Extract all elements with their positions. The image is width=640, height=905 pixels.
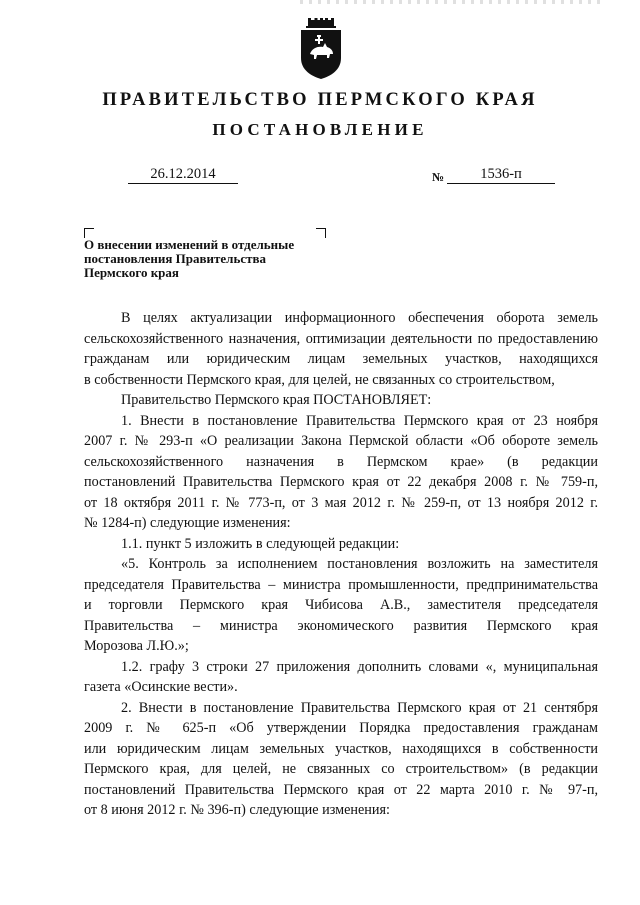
document-date: 26.12.2014 — [128, 166, 238, 184]
text-line: сельскохозяйственного назначения, оптимизации деятельности по предоставлению — [84, 330, 598, 347]
text-line: Морозова Л.Ю.»; — [84, 638, 189, 654]
text-line: сельскохозяйственного назначения в Пермском крае» (в редакции — [84, 453, 598, 470]
text-line: постановлений Правительства Пермского края от 22 марта 2010 г. № 97-п, — [84, 781, 598, 798]
number-sign: № — [432, 170, 445, 184]
paragraph-item-1-2 — [84, 657, 598, 698]
text-line: «5. Контроль за исполнением постановления возложить на заместителя — [121, 556, 598, 572]
coat-of-arms-icon — [298, 18, 344, 80]
text-line: 1.1. пункт 5 изложить в следующей редакции: — [121, 535, 400, 552]
subject-line: постановления Правительства — [84, 251, 266, 266]
text-line: постановлений Правительства Пермского края от 22 декабря 2008 г. № 759-п, — [84, 474, 598, 490]
document-type: ПОСТАНОВЛЕНИЕ — [212, 120, 428, 139]
government-title: ПРАВИТЕЛЬСТВО ПЕРМСКОГО КРАЯ — [102, 90, 538, 110]
paragraph-resolves — [84, 390, 598, 411]
paragraph-quote-5 — [84, 554, 598, 657]
text-line: В целях актуализации информационного обеспечения оборота земель — [121, 310, 598, 326]
subject-line: Пермского края — [84, 265, 179, 280]
text-line: Правительство Пермского края ПОСТАНОВЛЯЕТ: — [121, 392, 432, 408]
text-line: гражданам или юридическим лицам земельных участков, находящихся — [84, 351, 598, 367]
text-line: 2009 г. № 625-п «Об утверждении Порядка предоставления гражданам — [84, 720, 598, 736]
document-subject — [84, 238, 334, 280]
subject-line: О внесении изменений в отдельные — [84, 237, 295, 252]
document-body — [84, 308, 598, 821]
text-line: от 8 июня 2012 г. № 396-п) следующие изменения: — [84, 802, 390, 818]
text-line: и торговли Пермского края Чибисова А.В., заместителя председателя — [84, 597, 598, 613]
paragraph-item-2 — [84, 698, 598, 821]
text-line: Пермского края, для целей, не связанных со строительством» (в редакции — [84, 761, 598, 777]
subject-corner-right — [316, 228, 326, 238]
document-number: 1536-п — [447, 166, 555, 184]
paragraph-preamble — [84, 308, 598, 390]
text-line: председателя Правительства – министра промышленности, предпринимательства — [84, 576, 598, 593]
text-line: от 18 октября 2011 г. № 773-п, от 3 мая 2012 г. № 259-п, от 13 ноября 2012 г. — [84, 494, 598, 511]
scan-artifact — [300, 0, 600, 4]
text-line: в собственности Пермского края, для целей, не связанных со строительством, — [84, 371, 555, 388]
paragraph-item-1-1 — [84, 534, 598, 555]
text-line: газета «Осинские вести». — [84, 679, 238, 695]
text-line: Правительства – министра экономического развития Пермского края — [84, 617, 598, 634]
paragraph-item-1 — [84, 411, 598, 534]
text-line: или юридическим лицам земельных участков, находящихся в собственности — [84, 740, 598, 757]
text-line: 1.2. графу 3 строки 27 приложения дополнить словами «, муниципальная — [121, 658, 598, 675]
text-line: 2007 г. № 293-п «О реализации Закона Пермской области «Об обороте земель — [84, 433, 598, 449]
text-line: 1. Внести в постановление Правительства Пермского края от 23 ноября — [121, 412, 598, 429]
text-line: 2. Внести в постановление Правительства Пермского края от 21 сентября — [121, 699, 598, 716]
text-line: № 1284-п) следующие изменения: — [84, 515, 291, 531]
